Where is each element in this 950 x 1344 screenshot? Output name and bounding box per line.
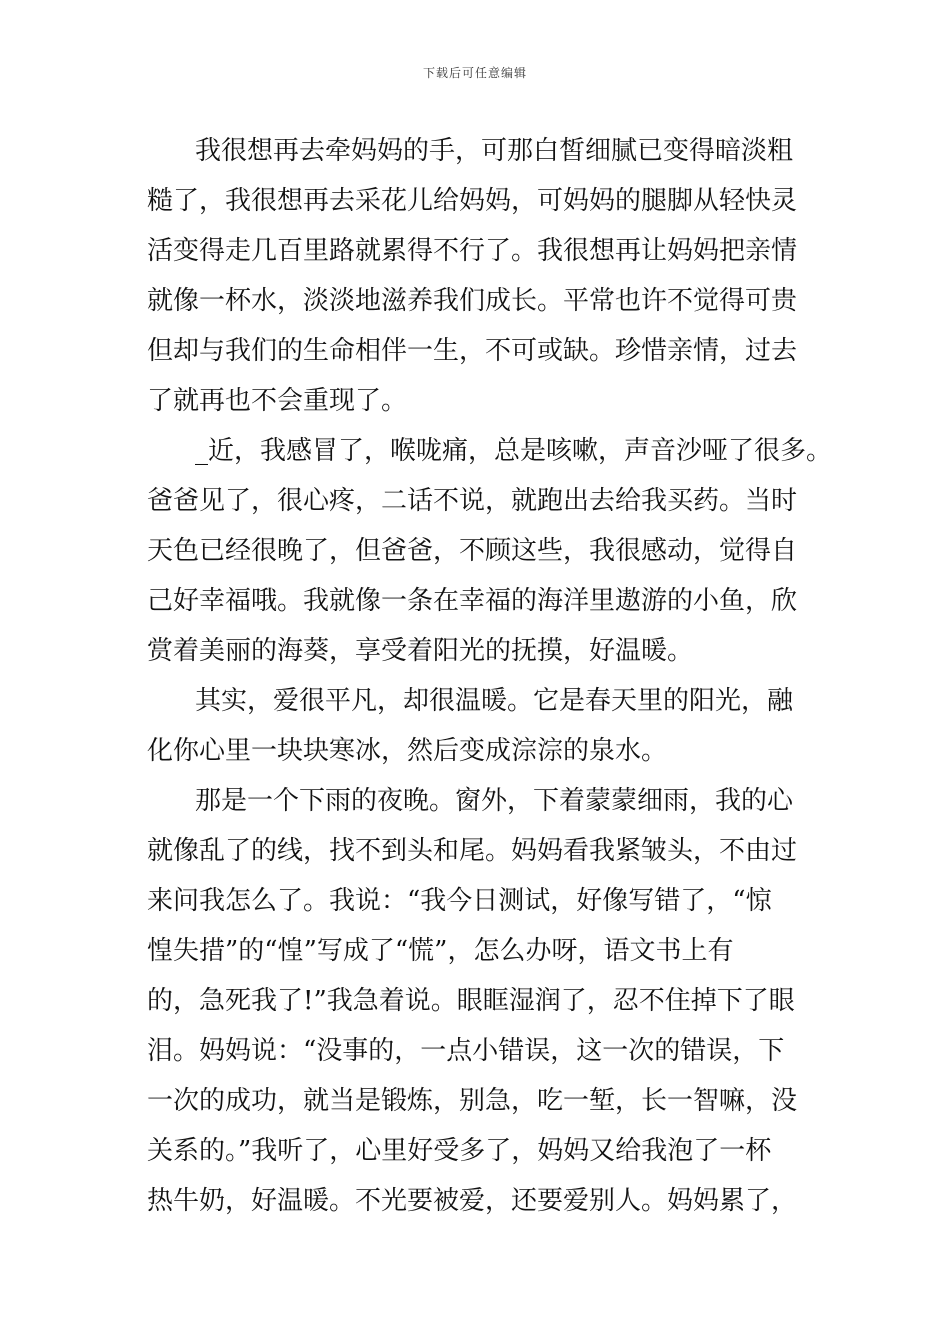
text-line: 赏着美丽的海葵，享受着阳光的抚摸，好温暖。 bbox=[147, 636, 694, 666]
text-line: 我很想再去牵妈妈的手，可那白皙细腻已变得暗淡粗 bbox=[195, 136, 794, 166]
text-line: 活变得走几百里路就累得不行了。我很想再让妈妈把亲情 bbox=[147, 236, 798, 266]
text-line: 了就再也不会重现了。 bbox=[147, 386, 408, 416]
text-line: 爸爸见了，很心疼，二话不说，就跑出去给我买药。当时 bbox=[147, 486, 798, 516]
text-line: 其实，爱很平凡，却很温暖。它是春天里的阳光，融 bbox=[195, 686, 794, 716]
text-line: 的，急死我了!”我急着说。眼眶湿润了，忍不住掉下了眼 bbox=[147, 986, 795, 1016]
text-line: _近，我感冒了，喉咙痛，总是咳嗽，声音沙哑了很多。 bbox=[195, 436, 833, 466]
text-line: 那是一个下雨的夜晚。窗外，下着蒙蒙细雨，我的心 bbox=[195, 786, 794, 816]
header-note: 下载后可任意编辑 bbox=[422, 66, 527, 80]
text-line: 己好幸福哦。我就像一条在幸福的海洋里遨游的小鱼，欣 bbox=[147, 586, 798, 616]
text-line: 热牛奶，好温暖。不光要被爱，还要爱别人。妈妈累了， bbox=[147, 1186, 798, 1216]
body-text bbox=[147, 126, 833, 1226]
text-line: 就像一杯水，淡淡地滋养我们成长。平常也许不觉得可贵 bbox=[147, 286, 798, 316]
text-line: 但却与我们的生命相伴一生，不可或缺。珍惜亲情，过去 bbox=[147, 336, 798, 366]
text-line: 关系的。”我听了，心里好受多了，妈妈又给我泡了一杯 bbox=[147, 1136, 772, 1166]
text-line: 化你心里一块块寒冰，然后变成淙淙的泉水。 bbox=[147, 736, 668, 766]
text-line: 就像乱了的线，找不到头和尾。妈妈看我紧皱头，不由过 bbox=[147, 836, 798, 866]
text-line: 惶失措”的“惶”写成了“慌”，怎么办呀，语文书上有 bbox=[147, 936, 734, 966]
text-line: 来问我怎么了。我说：“我今日测试，好像写错了，“惊 bbox=[147, 886, 772, 916]
text-line: 糙了，我很想再去采花儿给妈妈，可妈妈的腿脚从轻快灵 bbox=[147, 186, 798, 216]
text-line: 一次的成功，就当是锻炼，别急，吃一堑，长一智嘛，没 bbox=[147, 1086, 798, 1116]
text-line: 泪。妈妈说：“没事的，一点小错误，这一次的错误，下 bbox=[147, 1036, 785, 1066]
text-line: 天色已经很晚了，但爸爸，不顾这些，我很感动，觉得自 bbox=[147, 536, 798, 566]
